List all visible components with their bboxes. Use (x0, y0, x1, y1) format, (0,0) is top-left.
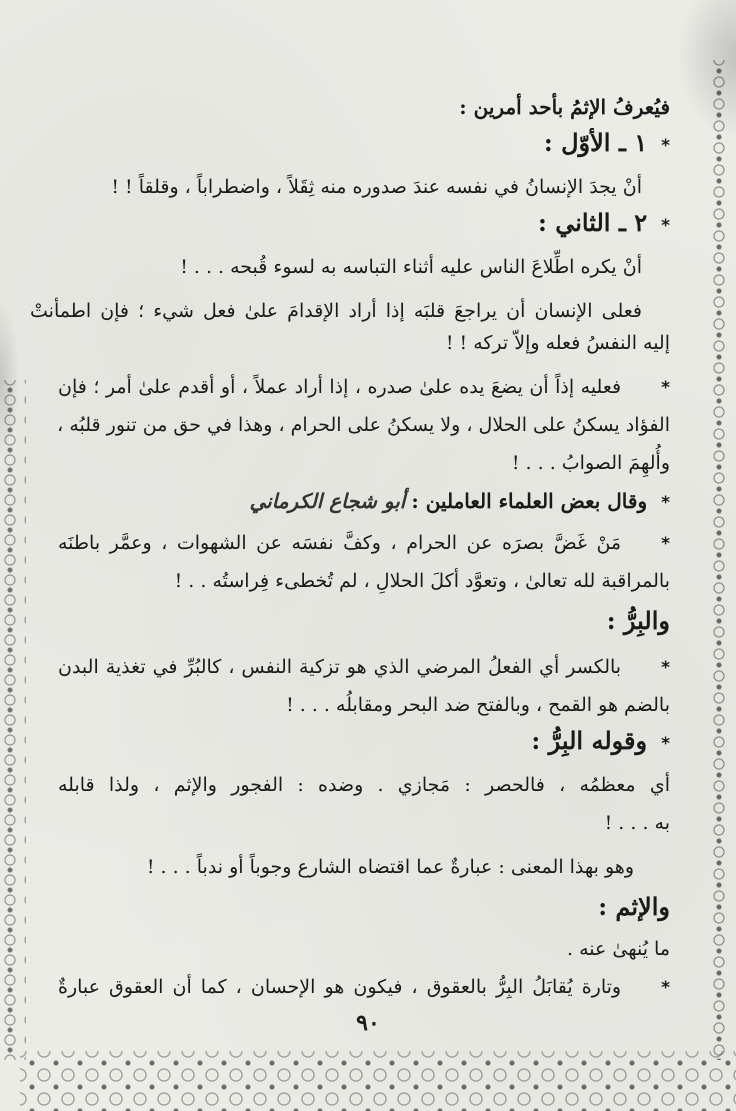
paragraph-line (58, 448, 670, 478)
paragraph-text: بالكسر أي الفعلُ المرضي الذي هو تزكية النفس ، كالبُرِّ في تغذية البدن (58, 656, 622, 678)
paragraph-line (58, 690, 670, 720)
heading-first (58, 128, 670, 161)
asterisk-icon: * (661, 378, 670, 398)
quote-heading (58, 486, 670, 518)
paragraph-line (58, 372, 670, 403)
asterisk-icon: * (661, 734, 670, 754)
paragraph-text: وتارة يُقابَلُ البِرُّ بالعقوق ، فيكون هو الإحسان ، كما أن العقوق عبارةٌ (58, 976, 622, 998)
line-intro (58, 92, 670, 122)
paragraph-text: إليه النفسُ فعله وإلاّ تركه ! ! (445, 332, 670, 354)
asterisk-icon: * (661, 493, 670, 513)
heading-first-text: ١ ـ الأوّل : (543, 128, 648, 157)
paragraph-text: وهو بهذا المعنى : عبارةٌ عما اقتضاه الشارع وجوباً أو ندباً . . . ! (146, 856, 634, 878)
paragraph-line (58, 808, 670, 838)
asterisk-icon: * (661, 136, 670, 156)
ornamental-border-bottom (20, 1051, 736, 1111)
heading-ithm (58, 892, 670, 922)
first-desc-text: أنْ يجدَ الإنسانُ في نفسه عندَ صدوره منه ثِقَلاً ، واضطراباً ، وقلقاً ! ! (111, 176, 642, 198)
paragraph-text: به . . . ! (604, 812, 670, 834)
line-second-desc (30, 252, 670, 282)
paragraph-line (58, 528, 670, 559)
paragraph-line (58, 328, 670, 358)
asterisk-icon: * (661, 216, 670, 236)
paragraph-text: الفؤاد يسكنُ على الحلال ، ولا يسكنُ على الحرام ، وهذا في حق من تنور قلبُه ، (57, 414, 670, 436)
paragraph-text: مَنْ غَضَّ بصرَه عن الحرام ، وكفَّ نفسَه عن الشهوات ، وعمَّر باطنَه (58, 532, 622, 554)
paragraph-line (58, 410, 670, 440)
paragraph-text: ما يُنهىٰ عنه . (567, 938, 670, 960)
second-desc-text: أنْ يكره اطِّلاعَ الناس عليه أثناء التباسه به لسوء قُبحه . . . ! (180, 256, 642, 278)
quote-heading-text: وقال بعض العلماء العاملين : (411, 489, 648, 513)
paragraph-text: بالضم هو القمح ، وبالفتح ضد البحر ومقابلُه . . . ! (286, 694, 670, 716)
paragraph-text: وأُلهِمَ الصوابُ . . . ! (511, 452, 670, 474)
paragraph-text: فعلى الإنسان أن يراجعَ قلبَه إذا أراد الإقدامَ علىٰ فعل شيء ؛ فإن اطمأنتْ (30, 300, 642, 322)
paragraph-line (22, 852, 670, 882)
ornamental-border-right (708, 60, 730, 1060)
paragraph-line (58, 566, 670, 596)
heading-second-text: ٢ ـ الثاني : (538, 208, 648, 237)
ornamental-border-left (0, 380, 26, 1060)
asterisk-icon: * (661, 658, 670, 678)
page-number: ٩٠ (356, 1010, 380, 1036)
heading-ithm-text: والإثم : (598, 892, 670, 921)
paragraph-line (30, 296, 670, 326)
heading-birr-text: والبِرُّ : (606, 606, 670, 635)
asterisk-icon: * (661, 978, 670, 998)
handwritten-annotation: أبو شجاع الكرماني (249, 489, 406, 513)
heading-second (58, 208, 670, 241)
paragraph-line (58, 934, 670, 964)
heading-birr (58, 606, 670, 636)
paragraph-text: بالمراقبة لله تعالىٰ ، وتعوَّد أكلَ الحلالِ ، لم تُخطىء فِراستُه . . ! (174, 570, 670, 592)
asterisk-icon: * (661, 534, 670, 554)
paragraph-text: أي معظمُه ، فالحصر : مَجازي . وضده : الفجور والإثم ، ولذا قابله (58, 774, 670, 796)
intro-text: فيُعرفُ الإثمُ بأحد أمرين : (459, 95, 670, 119)
paragraph-line (58, 770, 670, 800)
line-first-desc (30, 172, 670, 202)
paragraph-text: فعليه إذاً أن يضعَ يده علىٰ صدره ، إذا أراد عملاً ، أو أقدم علىٰ أمر ؛ فإن (58, 376, 622, 398)
paragraph-line (58, 652, 670, 683)
heading-qawluh (58, 726, 670, 759)
paragraph-line (58, 972, 670, 1003)
heading-qawluh-text: وقوله البِرُّ : (531, 726, 648, 755)
